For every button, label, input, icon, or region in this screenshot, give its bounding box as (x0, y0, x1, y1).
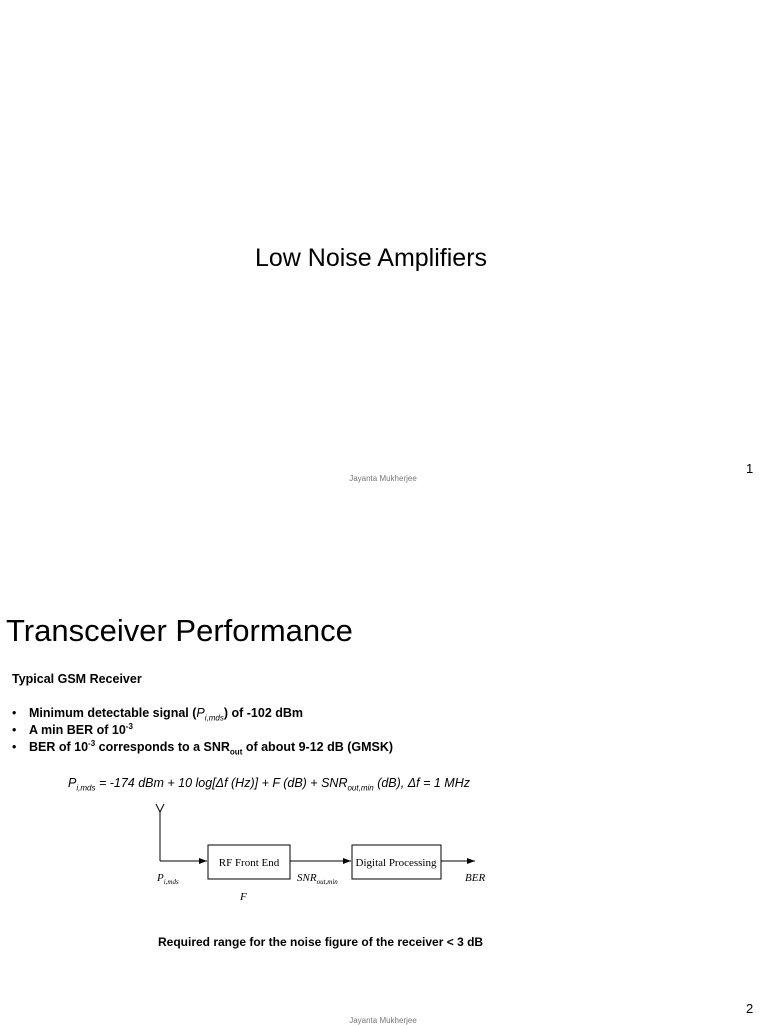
mid-label-sub: out,min (316, 878, 338, 886)
bullet-text: ) of -102 dBm (223, 706, 304, 720)
bullet-list (12, 706, 393, 757)
bullet-dot: • (12, 706, 17, 720)
bullet-subscript: i,mds (204, 713, 224, 723)
slide-2-subheading: Typical GSM Receiver (12, 672, 142, 686)
digital-processing-label: Digital Processing (355, 857, 437, 869)
bullet-text: BER of 10 (29, 740, 89, 754)
bullet-superscript: -3 (88, 738, 96, 748)
noise-figure-label: F (240, 891, 247, 903)
input-label (156, 872, 179, 886)
mid-label-main: SNR (297, 872, 317, 884)
equation-text: (dB), Δf = 1 MHz (373, 776, 470, 790)
output-label: BER (465, 872, 486, 884)
bullet-item (12, 706, 393, 723)
bullet-text: Minimum detectable signal ( (29, 706, 197, 720)
equation-text: = -174 dBm + 10 log[Δf (Hz)] + F (dB) + SNR (95, 776, 348, 790)
bullet-dot: • (12, 740, 17, 754)
bullet-symbol: P (196, 706, 205, 720)
equation-subscript: i,mds (76, 783, 96, 793)
bullet-superscript: -3 (125, 721, 133, 731)
bullet-item (12, 723, 393, 740)
slide-1 (0, 0, 768, 512)
slide-1-title: Low Noise Amplifiers (254, 244, 488, 272)
bullet-text: corresponds to a SNR (95, 740, 230, 754)
slide-2-page-number: 2 (746, 1001, 754, 1016)
slide-1-page-number: 1 (746, 461, 754, 476)
bullet-text: A min BER of 10 (29, 723, 126, 737)
slide-1-footer: Jayanta Mukherjee (349, 474, 417, 483)
slide-2-title: Transceiver Performance (6, 613, 353, 648)
bullet-text: of about 9-12 dB (GMSK) (242, 740, 394, 754)
equation (68, 776, 470, 793)
mid-label (297, 872, 338, 886)
slide-2 (0, 512, 768, 1024)
rf-front-end-label: RF Front End (218, 857, 280, 869)
equation-subscript: out,min (347, 783, 374, 793)
input-label-main: P (157, 872, 164, 884)
bullet-subscript: out (229, 747, 243, 757)
equation-symbol: P (68, 776, 77, 790)
input-label-sub: i,mds (163, 878, 179, 886)
bullet-dot: • (12, 723, 17, 737)
bullet-item (12, 740, 393, 757)
slide-2-footer: Jayanta Mukherjee (349, 1016, 417, 1025)
antenna-icon (156, 804, 164, 861)
receiver-block-diagram (145, 802, 505, 904)
noise-figure-requirement: Required range for the noise figure of the receiver < 3 dB (158, 935, 484, 949)
